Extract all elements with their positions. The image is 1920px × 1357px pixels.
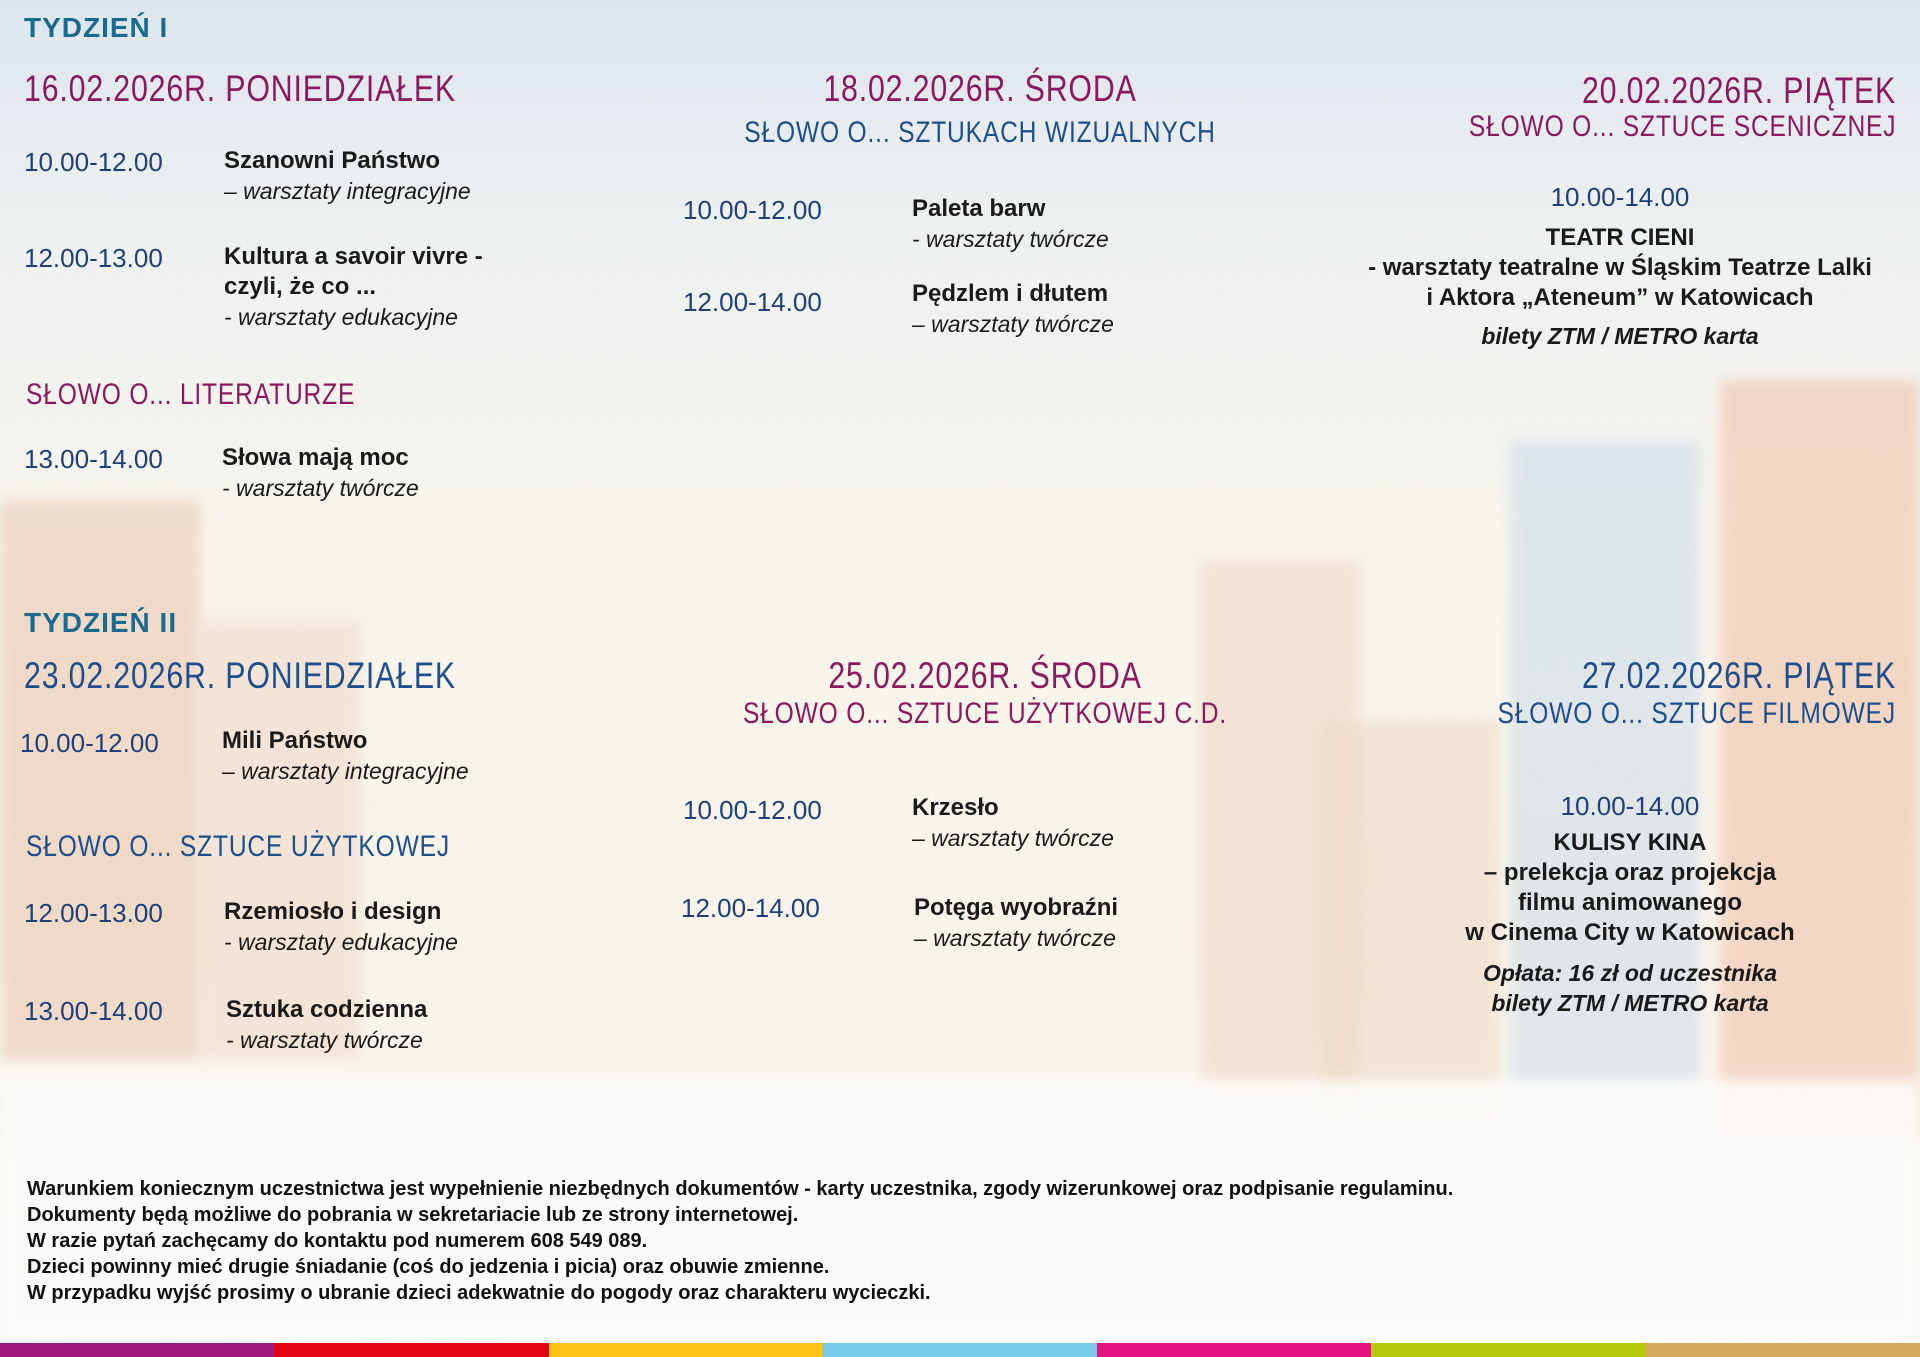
event-note: bilety ZTM / METRO karta bbox=[1491, 990, 1769, 1016]
event-time: 13.00-14.00 bbox=[24, 444, 163, 474]
section-heading: SŁOWO O... LITERATURZE bbox=[26, 378, 356, 411]
event bbox=[1330, 791, 1920, 1018]
stripe-segment bbox=[823, 1343, 1097, 1357]
event-time: 12.00-13.00 bbox=[24, 243, 163, 273]
footer-line: Warunkiem koniecznym uczestnictwa jest wypełnienie niezbędnych dokumentów - karty uczestnika, zgody wizerunkowej oraz podpisanie regulaminu. bbox=[27, 1178, 1454, 1200]
event-desc-line: w Cinema City w Katowicach bbox=[1465, 919, 1795, 946]
event-title: Kultura a savoir vivre - bbox=[224, 243, 483, 270]
day-heading: 23.02.2026R. PONIEDZIAŁEK bbox=[24, 655, 456, 696]
event-time: 12.00-14.00 bbox=[683, 287, 822, 317]
event-time: 12.00-14.00 bbox=[681, 893, 820, 923]
event-time: 10.00-14.00 bbox=[1550, 182, 1690, 212]
event-desc-line: i Aktora „Ateneum” w Katowicach bbox=[1426, 284, 1814, 311]
stripe-segment bbox=[274, 1343, 548, 1357]
event-title: Mili Państwo bbox=[222, 727, 368, 754]
event-time: 10.00-12.00 bbox=[683, 795, 822, 825]
event-desc: – warsztaty twórcze bbox=[914, 925, 1116, 951]
event-title: TEATR CIENI bbox=[1545, 224, 1695, 251]
section-heading: SŁOWO O... SZTUKACH WIZUALNYCH bbox=[744, 116, 1216, 149]
event bbox=[912, 279, 1114, 339]
event-title: Sztuka codzienna bbox=[226, 996, 428, 1023]
event-desc: - warsztaty edukacyjne bbox=[224, 304, 458, 330]
footer-line: Dzieci powinny mieć drugie śniadanie (coś do jedzenia i picia) oraz obuwie zmienne. bbox=[27, 1256, 830, 1278]
event-desc-line: – prelekcja oraz projekcja bbox=[1483, 859, 1777, 886]
section-heading: SŁOWO O... SZTUCE UŻYTKOWEJ C.D. bbox=[742, 697, 1228, 730]
event bbox=[224, 146, 471, 206]
event bbox=[224, 242, 483, 332]
day-heading: 16.02.2026R. PONIEDZIAŁEK bbox=[24, 68, 456, 109]
event-desc-line: - warsztaty teatralne w Śląskim Teatrze Lalki bbox=[1368, 254, 1872, 281]
event-title: Paleta barw bbox=[912, 195, 1046, 222]
event-time: 10.00-12.00 bbox=[20, 728, 159, 758]
event bbox=[1330, 182, 1910, 351]
event bbox=[222, 726, 469, 786]
week-2-label: TYDZIEŃ II bbox=[24, 607, 178, 638]
day-heading: 20.02.2026R. PIĄTEK bbox=[1581, 70, 1896, 111]
event-title-cont: czyli, że co ... bbox=[224, 273, 377, 300]
stripe-segment bbox=[1371, 1343, 1645, 1357]
day-heading: 25.02.2026R. ŚRODA bbox=[828, 655, 1142, 696]
event bbox=[226, 995, 427, 1055]
stripe-segment bbox=[0, 1343, 274, 1357]
stripe-segment bbox=[549, 1343, 823, 1357]
event-title: KULISY KINA bbox=[1553, 829, 1707, 856]
section-heading: SŁOWO O... SZTUCE FILMOWEJ bbox=[1497, 697, 1896, 730]
event-title: Szanowni Państwo bbox=[224, 147, 441, 174]
event-title: Słowa mają moc bbox=[222, 444, 409, 471]
footer-notes bbox=[27, 1176, 1453, 1306]
day-heading: 18.02.2026R. ŚRODA bbox=[823, 68, 1137, 109]
event-desc: - warsztaty twórcze bbox=[226, 1027, 423, 1053]
event-desc: - warsztaty edukacyjne bbox=[224, 929, 458, 955]
event-desc: - warsztaty twórcze bbox=[222, 475, 419, 501]
footer-line: W przypadku wyjść prosimy o ubranie dzieci adekwatnie do pogody oraz charakteru wycieczki. bbox=[27, 1282, 931, 1304]
event-title: Potęga wyobraźni bbox=[914, 894, 1119, 921]
event-time: 13.00-14.00 bbox=[24, 996, 163, 1026]
event-desc: - warsztaty twórcze bbox=[912, 226, 1109, 252]
event bbox=[224, 897, 458, 957]
footer-line: W razie pytań zachęcamy do kontaktu pod numerem 608 549 089. bbox=[27, 1230, 648, 1252]
section-heading: SŁOWO O... SZTUCE SCENICZNEJ bbox=[1468, 110, 1896, 143]
stripe-segment bbox=[1097, 1343, 1371, 1357]
event bbox=[914, 893, 1118, 953]
event-note: Opłata: 16 zł od uczestnika bbox=[1483, 960, 1777, 986]
event-title: Pędzlem i dłutem bbox=[912, 280, 1109, 307]
section-heading: SŁOWO O... SZTUCE UŻYTKOWEJ bbox=[26, 830, 450, 863]
event-desc: – warsztaty integracyjne bbox=[224, 178, 471, 204]
event bbox=[912, 793, 1114, 853]
event-title: Rzemiosło i design bbox=[224, 898, 442, 925]
week-1-label: TYDZIEŃ I bbox=[24, 12, 169, 43]
event-desc: – warsztaty integracyjne bbox=[222, 758, 469, 784]
color-stripe bbox=[0, 1343, 1920, 1357]
event-time: 12.00-13.00 bbox=[24, 898, 163, 928]
event-desc-line: filmu animowanego bbox=[1517, 889, 1742, 916]
event-desc: – warsztaty twórcze bbox=[912, 825, 1114, 851]
day-heading: 27.02.2026R. PIĄTEK bbox=[1581, 655, 1896, 696]
event-note: bilety ZTM / METRO karta bbox=[1481, 323, 1759, 349]
event bbox=[222, 443, 419, 503]
stripe-segment bbox=[1646, 1343, 1920, 1357]
event-time: 10.00-12.00 bbox=[683, 195, 822, 225]
event-desc: – warsztaty twórcze bbox=[912, 311, 1114, 337]
event-time: 10.00-14.00 bbox=[1560, 791, 1700, 821]
footer-line: Dokumenty będą możliwe do pobrania w sekretariacie lub ze strony internetowej. bbox=[27, 1204, 799, 1226]
event-time: 10.00-12.00 bbox=[24, 147, 163, 177]
event bbox=[912, 194, 1109, 254]
event-title: Krzesło bbox=[912, 794, 999, 821]
